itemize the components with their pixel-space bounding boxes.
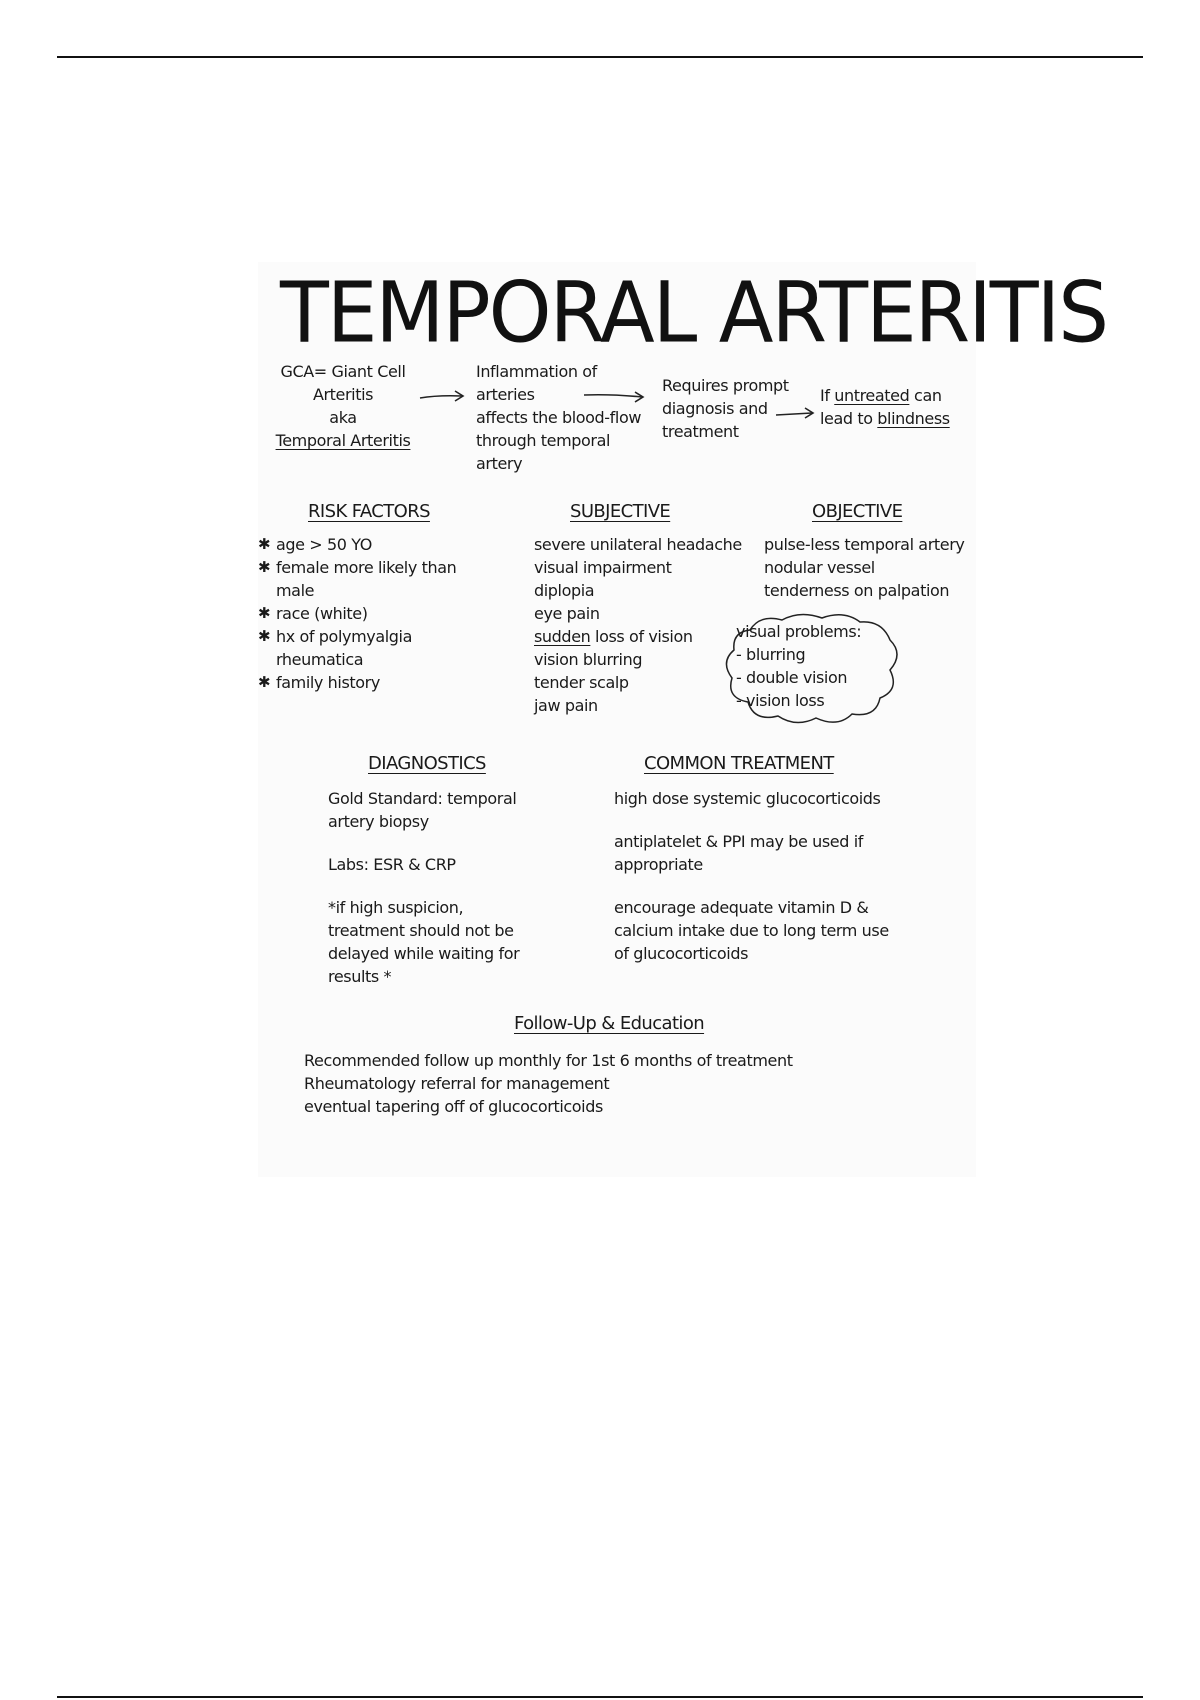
list-item: - blurring xyxy=(736,645,806,664)
list-item: eventual tapering off of glucocorticoids xyxy=(304,1097,603,1116)
flow-text: Inflammation of xyxy=(476,362,597,381)
list-item: Recommended follow up monthly for 1st 6 months of treatment xyxy=(304,1051,793,1070)
section-heading: SUBJECTIVE xyxy=(570,501,671,522)
list-item: ✱ age > 50 YO xyxy=(258,535,372,554)
flow-text: GCA= Giant Cell xyxy=(280,362,406,381)
asterisk-icon: ✱ xyxy=(258,558,271,576)
diagnostics-section xyxy=(328,752,538,1008)
flow-text: Requires prompt xyxy=(662,376,789,395)
flow-text: If xyxy=(820,386,835,405)
visual-problems-note xyxy=(736,620,896,712)
flow-box-inflammation xyxy=(476,360,651,475)
subjective-list xyxy=(534,533,744,717)
arrow-right-icon xyxy=(582,388,648,404)
flow-text: arteries xyxy=(476,385,535,404)
risk-factors-section xyxy=(258,500,498,694)
bottom-rule xyxy=(57,1696,1143,1698)
list-item: severe unilateral headache xyxy=(534,535,742,554)
top-rule xyxy=(57,56,1143,58)
objective-list xyxy=(764,533,974,602)
flow-text: affects the blood-flow xyxy=(476,408,642,427)
list-item: tender scalp xyxy=(534,673,629,692)
paragraph: Gold Standard: temporal artery biopsy xyxy=(328,789,517,831)
list-item: - double vision xyxy=(736,668,848,687)
list-item: Rheumatology referral for management xyxy=(304,1074,610,1093)
arrow-right-icon xyxy=(774,406,818,422)
flow-text-untreated: untreated xyxy=(834,386,910,405)
section-heading: COMMON TREATMENT xyxy=(644,753,834,774)
flow-box-definition xyxy=(268,360,418,452)
risk-factors-list xyxy=(258,533,498,694)
list-item: tenderness on palpation xyxy=(764,581,950,600)
section-heading: RISK FACTORS xyxy=(308,501,430,522)
asterisk-icon: ✱ xyxy=(258,673,271,691)
paragraph: *if high suspicion, treatment should not be delayed while waiting for results * xyxy=(328,898,520,986)
flow-text: Temporal Arteritis xyxy=(275,431,411,450)
followup-section xyxy=(304,1012,924,1118)
subjective-section xyxy=(534,500,744,717)
paragraph: antiplatelet & PPI may be used if appropriate xyxy=(614,832,863,874)
paragraph: Labs: ESR & CRP xyxy=(328,855,456,874)
list-item: - vision loss xyxy=(736,691,825,710)
flow-text: lead to xyxy=(820,409,878,428)
list-item: pulse-less temporal artery xyxy=(764,535,965,554)
list-item: nodular vessel xyxy=(764,558,875,577)
flow-text: treatment xyxy=(662,422,739,441)
list-item: diplopia xyxy=(534,581,595,600)
objective-section xyxy=(764,500,974,602)
flow-text: can xyxy=(909,386,942,405)
flow-text: artery xyxy=(476,454,523,473)
list-item: ✱ female more likely than xyxy=(258,558,457,577)
asterisk-icon: ✱ xyxy=(258,627,271,645)
paragraph: high dose systemic glucocorticoids xyxy=(614,789,881,808)
list-item: ✱ hx of polymyalgia xyxy=(258,627,412,646)
list-item: jaw pain xyxy=(534,696,598,715)
list-item: vision blurring xyxy=(534,650,643,669)
treatment-section xyxy=(614,752,954,985)
note-title: visual problems: xyxy=(736,622,862,641)
section-heading: OBJECTIVE xyxy=(812,501,903,522)
section-heading: DIAGNOSTICS xyxy=(368,753,486,774)
page-title: TEMPORAL ARTERITIS xyxy=(280,263,1108,362)
flow-text: diagnosis and xyxy=(662,399,768,418)
list-item: eye pain xyxy=(534,604,600,623)
flow-text: through temporal xyxy=(476,431,611,450)
section-heading: Follow-Up & Education xyxy=(514,1013,705,1034)
list-item: visual impairment xyxy=(534,558,672,577)
flow-text-blindness: blindness xyxy=(877,409,950,428)
list-item-continuation: male xyxy=(276,581,315,600)
asterisk-icon: ✱ xyxy=(258,604,271,622)
list-item: ✱ race (white) xyxy=(258,604,368,623)
flow-text: aka xyxy=(329,408,357,427)
list-item-continuation: rheumatica xyxy=(276,650,364,669)
arrow-right-icon xyxy=(418,388,468,404)
flow-text: Arteritis xyxy=(312,385,374,404)
list-item: sudden loss of vision xyxy=(534,627,693,646)
list-item: ✱ family history xyxy=(258,673,380,692)
asterisk-icon: ✱ xyxy=(258,535,271,553)
flow-box-blindness xyxy=(820,384,970,430)
paragraph: encourage adequate vitamin D & calcium intake due to long term use of glucocorticoids xyxy=(614,898,889,963)
study-note-card xyxy=(258,262,1108,1177)
